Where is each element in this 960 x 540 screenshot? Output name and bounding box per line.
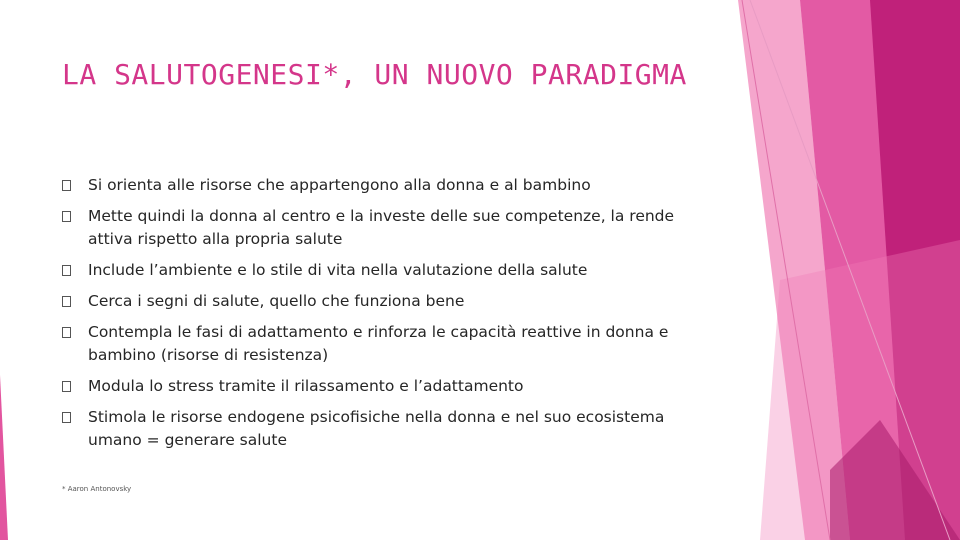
checkbox-bullet-icon — [62, 412, 71, 423]
bullet-text: Cerca i segni di salute, quello che funziona bene — [88, 292, 465, 310]
checkbox-bullet-icon — [62, 381, 71, 392]
bullet-list — [62, 174, 712, 460]
bullet-item — [62, 290, 712, 313]
bullet-text: Include l’ambiente e lo stile di vita nella valutazione della salute — [88, 261, 588, 279]
checkbox-bullet-icon — [62, 211, 71, 222]
bullet-item — [62, 375, 712, 398]
checkbox-bullet-icon — [62, 180, 71, 191]
bullet-text: Mette quindi la donna al centro e la investe delle sue competenze, la rende attiva rispetto alla propria salute — [88, 207, 675, 248]
bullet-item — [62, 321, 712, 367]
bullet-item — [62, 174, 712, 197]
checkbox-bullet-icon — [62, 296, 71, 307]
bullet-text: Modula lo stress tramite il rilassamento e l’adattamento — [88, 377, 524, 395]
left-edge-sliver — [0, 375, 8, 540]
bullet-text: Stimola le risorse endogene psicofisiche nella donna e nel suo ecosistema umano = generare salute — [88, 408, 665, 449]
footnote: * Aaron Antonovsky — [62, 485, 132, 493]
checkbox-bullet-icon — [62, 327, 71, 338]
slide-title: LA SALUTOGENESI*, UN NUOVO PARADIGMA — [62, 58, 687, 91]
bullet-text: Si orienta alle risorse che appartengono alla donna e al bambino — [88, 176, 591, 194]
bullet-item — [62, 406, 712, 452]
checkbox-bullet-icon — [62, 265, 71, 276]
bullet-text: Contempla le fasi di adattamento e rinforza le capacità reattive in donna e bambino (risorse di resistenza) — [88, 323, 669, 364]
bullet-item — [62, 205, 712, 251]
bullet-item — [62, 259, 712, 282]
